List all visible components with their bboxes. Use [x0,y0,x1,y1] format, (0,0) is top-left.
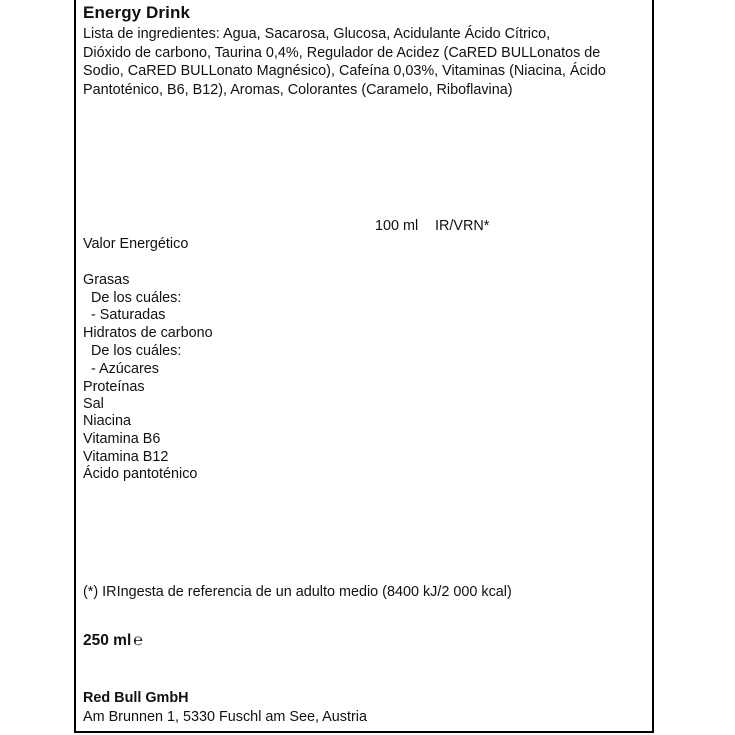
company-address: Am Brunnen 1, 5330 Fuschl am See, Austria [83,709,367,725]
company-name: Red Bull GmbH [83,690,189,706]
reference-intake-footnote: (*) IRIngesta de referencia de un adulto medio (8400 kJ/2 000 kcal) [83,584,512,600]
nutrient-label: Valor Energético [83,236,189,252]
nutrient-label: Niacina [83,413,131,429]
label-frame [74,0,654,733]
ingredients-line: Lista de ingredientes: Agua, Sacarosa, Glucosa, Acidulante Ácido Cítrico, [83,26,551,42]
ir-vrn-header: IR/VRN* [435,218,490,234]
ingredients-line: Dióxido de carbono, Taurina 0,4%, Regulador de Acidez (CaRED BULLonatos de [83,44,601,61]
nutrient-label: Vitamina B12 [83,449,169,465]
nutrient-label: Proteínas [83,379,145,395]
nutrient-label: Sal [83,396,104,412]
nutrient-label: Hidratos de carbono [83,325,213,341]
nutrient-label: - Azúcares [83,361,159,377]
nutrient-label: Grasas [83,272,130,288]
ingredients-line: Pantoténico, B6, B12), Aromas, Colorantes (Caramelo, Riboflavina) [83,81,513,98]
per-100ml-header: 100 ml [375,218,419,234]
nutrient-label: Vitamina B6 [83,431,161,447]
nutrient-label: De los cuáles: [83,290,182,306]
nutrient-label: - Saturadas [83,307,166,323]
nutrient-label: De los cuáles: [83,343,182,359]
estimated-sign-icon: ℮ [133,632,143,649]
ingredients-list [83,25,648,99]
net-volume [83,632,143,650]
nutrient-label: Ácido pantoténico [83,466,198,482]
product-title: Energy Drink [83,3,191,22]
ingredients-line: Sodio, CaRED BULLonato Magnésico), Cafeína 0,03%, Vitaminas (Niacina, Ácido [83,63,606,79]
volume-amount: 250 ml [83,632,132,649]
